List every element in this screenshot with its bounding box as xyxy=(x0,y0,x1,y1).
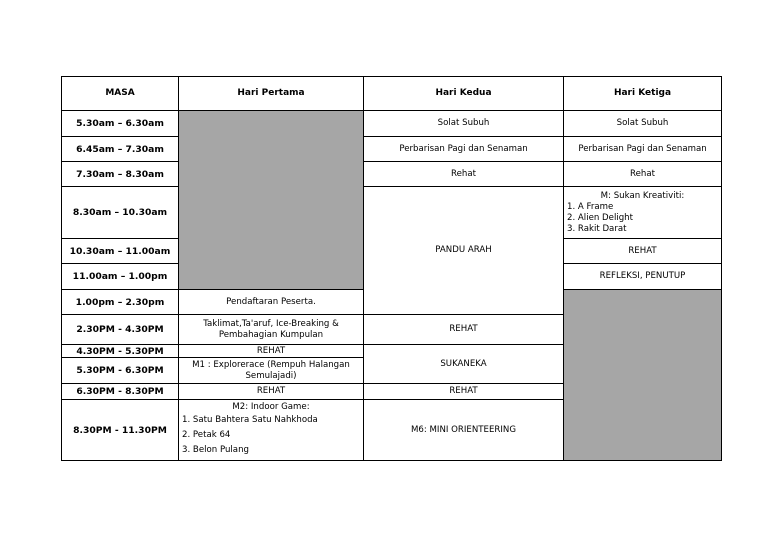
list-item: 1. Satu Bahtera Satu Nahkhoda xyxy=(182,415,318,425)
time-cell: 11.00am – 1.00pm xyxy=(62,264,179,290)
day3-refleksi: REFLEKSI, PENUTUP xyxy=(564,264,722,290)
day3-rehat: Rehat xyxy=(564,162,722,187)
day1-rehat: REHAT xyxy=(179,345,364,358)
table-row xyxy=(62,162,722,187)
time-cell: 5.30PM - 6.30PM xyxy=(62,358,179,384)
day2-solat: Solat Subuh xyxy=(364,111,564,137)
day1-indoor-game xyxy=(179,400,364,461)
list-item: 2. Petak 64 xyxy=(182,430,231,440)
table-row xyxy=(62,111,722,137)
schedule-table xyxy=(61,76,722,461)
day3-empty-block xyxy=(564,290,722,461)
time-cell: 5.30am – 6.30am xyxy=(62,111,179,137)
time-cell: 8.30PM - 11.30PM xyxy=(62,400,179,461)
header-day2: Hari Kedua xyxy=(364,77,564,111)
day2-rehat3: REHAT xyxy=(364,384,564,400)
indoor-title: M2: Indoor Game: xyxy=(232,402,310,412)
day2-rehat2: REHAT xyxy=(364,315,564,345)
day2-sukaneka: SUKANEKA xyxy=(364,345,564,384)
table-row xyxy=(62,137,722,162)
time-cell: 6.45am – 7.30am xyxy=(62,137,179,162)
table-row xyxy=(62,187,722,239)
header-masa: MASA xyxy=(62,77,179,111)
day3-perbarisan: Perbarisan Pagi dan Senaman xyxy=(564,137,722,162)
list-item: 2. Alien Delight xyxy=(567,212,634,223)
list-item: 3. Rakit Darat xyxy=(567,223,627,234)
day2-pandu-arah: PANDU ARAH xyxy=(364,187,564,315)
sukan-title: M: Sukan Kreativiti: xyxy=(600,190,685,201)
day1-explorerace: M1 : Explorerace (Rempuh Halangan Semulajadi) xyxy=(179,358,364,384)
header-row xyxy=(62,77,722,111)
day2-rehat: Rehat xyxy=(364,162,564,187)
day2-orienteering: M6: MINI ORIENTEERING xyxy=(364,400,564,461)
day1-empty-block xyxy=(179,111,364,290)
time-cell: 10.30am – 11.00am xyxy=(62,239,179,264)
time-cell: 1.00pm – 2.30pm xyxy=(62,290,179,315)
time-cell: 4.30PM - 5.30PM xyxy=(62,345,179,358)
list-item: 3. Belon Pulang xyxy=(182,445,249,455)
day2-perbarisan: Perbarisan Pagi dan Senaman xyxy=(364,137,564,162)
day1-taklimat: Taklimat,Ta'aruf, Ice-Breaking & Pembahagian Kumpulan xyxy=(179,315,364,345)
header-day1: Hari Pertama xyxy=(179,77,364,111)
time-cell: 8.30am – 10.30am xyxy=(62,187,179,239)
day3-sukan-kreativiti xyxy=(564,187,722,239)
day1-pendaftaran: Pendaftaran Peserta. xyxy=(179,290,364,315)
header-day3: Hari Ketiga xyxy=(564,77,722,111)
day3-solat: Solat Subuh xyxy=(564,111,722,137)
time-cell: 2.30PM - 4.30PM xyxy=(62,315,179,345)
time-cell: 6.30PM - 8.30PM xyxy=(62,384,179,400)
day3-rehat2: REHAT xyxy=(564,239,722,264)
list-item: 1. A Frame xyxy=(567,201,614,212)
time-cell: 7.30am – 8.30am xyxy=(62,162,179,187)
day1-rehat2: REHAT xyxy=(179,384,364,400)
